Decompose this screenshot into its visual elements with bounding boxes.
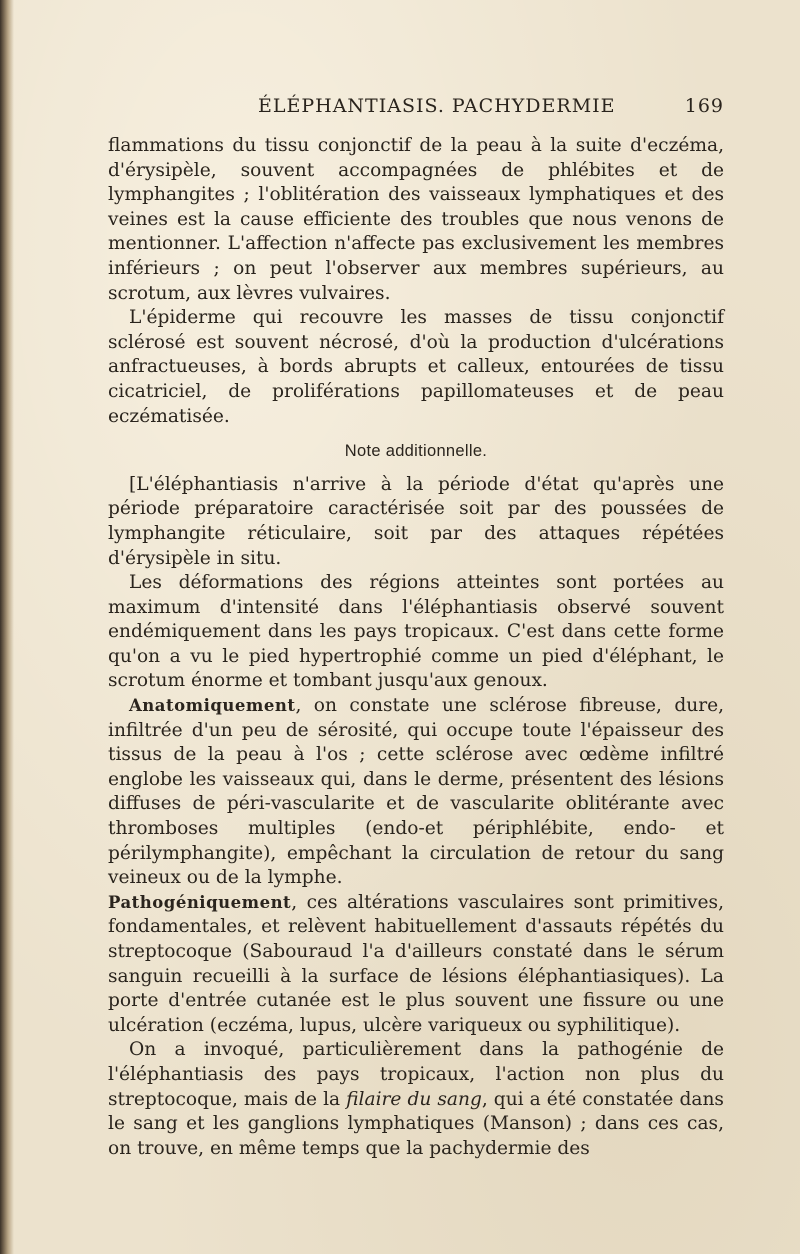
paragraph-6-text: , ces altérations vasculaires sont primitives, fondamentales, et relèvent habituellement d'assauts répétés du streptocoque (Sabouraud l'a d'ailleurs constaté dans le sérum sanguin recueilli à la surface de lésions éléphantiasiques). La porte d'entrée cutanée est le plus souvent une fissure ou une ulcération (eczéma, lupus, ulcère variqueux ou syphilitique). — [108, 891, 724, 1036]
paragraph-7 — [108, 1038, 724, 1161]
running-title: ÉLÉPHANTIASIS. PACHYDERMIE — [258, 95, 616, 117]
page-number: 169 — [684, 95, 724, 117]
paragraph-5 — [108, 694, 724, 891]
paragraph-7-end: , qui a été constatée dans le sang et les ganglions lymphatiques (Manson) ; dans ces cas, on trouve, en même temps que la pachydermie des — [108, 1088, 724, 1159]
paragraph-3: [L'éléphantiasis n'arrive à la période d'état qu'après une période préparatoire caractérisée soit par des poussées de lymphangite réticulaire, soit par des attaques répétées d'érysipèle in situ. — [108, 473, 724, 569]
paragraph-2: L'épiderme qui recouvre les masses de tissu conjonctif sclérosé est souvent nécrosé, d'où la production d'ulcérations anfractueuses, à bords abrupts et calleux, entourées de tissu cicatriciel, de proliférations papillomateuses et de peau eczématisée. — [108, 307, 724, 427]
lead-anatomiquement: Anatomiquement — [129, 696, 296, 716]
note-heading: Note additionnelle. — [344, 442, 488, 461]
paragraph-7-italic: filaire du sang — [346, 1088, 482, 1110]
paragraph-6 — [108, 891, 724, 1039]
paragraph-7-start: On a invoqué, particulièrement dans la pathogénie de l'éléphantiasis des pays tropicaux, l'action non plus du streptocoque, mais de la — [108, 1039, 724, 1110]
paragraph-5-text: , on constate une sclérose fibreuse, dure, infiltrée d'un peu de sérosité, qui occupe toute l'épaisseur des tissus de la peau à l'os ; cette sclérose avec œdème infiltré englobe les vaisseaux qui, dans le derme, présentent des lésions diffuses de péri-vascularite et de vascularite oblitérante avec thromboses multiples (endo-et périphlébite, endo- et périlymphangite), empêchant la circulation de retour du sang veineux ou de la lymphe. — [108, 695, 724, 889]
binding-edge — [0, 0, 14, 1254]
body-text — [108, 134, 724, 1161]
running-head — [108, 95, 724, 125]
paragraph-4: Les déformations des régions atteintes sont portées au maximum d'intensité dans l'éléphantiasis observé souvent endémiquement dans les pays tropicaux. C'est dans cette forme qu'on a vu le pied hypertrophié comme un pied d'éléphant, le scrotum énorme et tombant jusqu'aux genoux. — [108, 572, 724, 692]
paragraph-1: flammations du tissu conjonctif de la peau à la suite d'eczéma, d'érysipèle, souvent accompagnées de phlébites et de lymphangites ; l'oblitération des vaisseaux lymphatiques et des veines est la cause efficiente des troubles que nous venons de mentionner. L'affection n'affecte pas exclusivement les membres inférieurs ; on peut l'observer aux membres supérieurs, au scrotum, aux lèvres vulvaires. — [108, 135, 724, 304]
lead-pathogeniquement: Pathogéniquement — [108, 892, 292, 912]
